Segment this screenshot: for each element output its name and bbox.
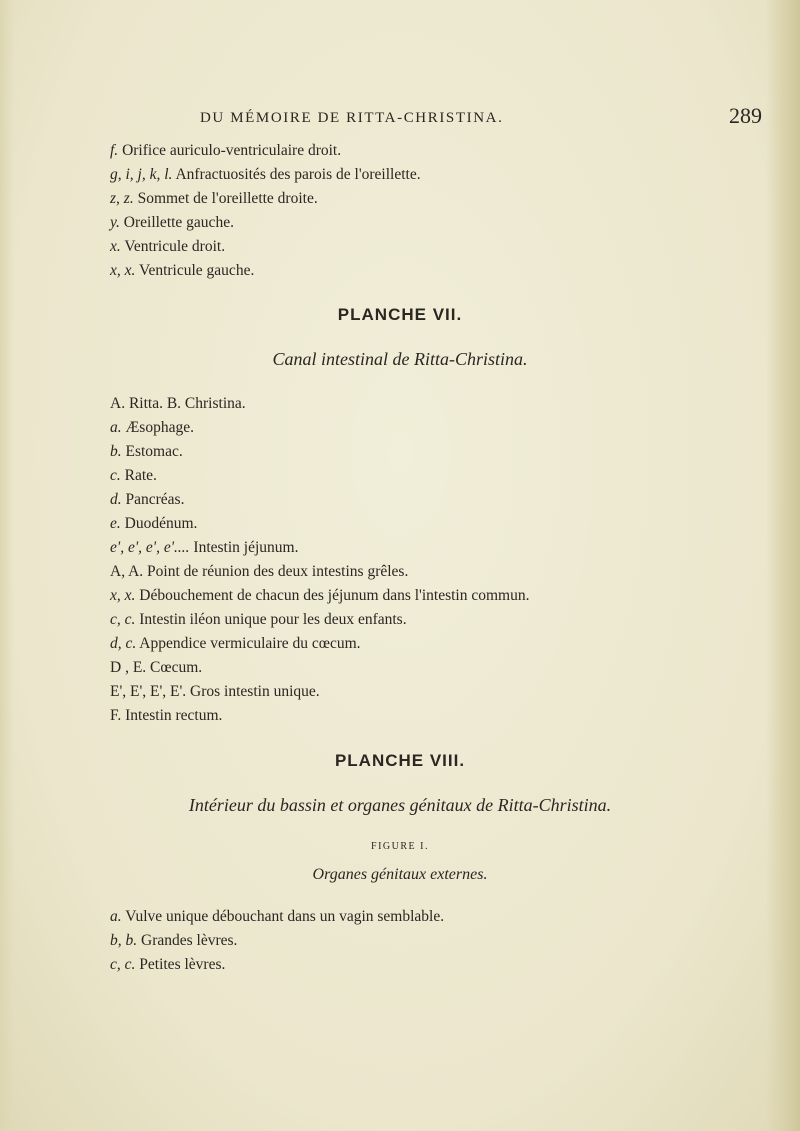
legend-item: F. Intestin rectum.: [110, 707, 223, 724]
legend-item: c, c. Intestin iléon unique pour les deux enfants.: [110, 611, 407, 628]
legend-item: x. Ventricule droit.: [110, 238, 226, 255]
legend-item: c. Rate.: [110, 467, 157, 484]
page-edge-shadow-right: [766, 0, 800, 1131]
legend-item: e. Duodénum.: [110, 515, 198, 532]
page-number: 289: [729, 103, 762, 128]
legend-item: x, x. Ventricule gauche.: [110, 262, 255, 279]
plate-8-title: PLANCHE VIII.: [334, 751, 466, 770]
legend-item: g, i, j, k, l. Anfractuosités des parois de l'oreillette.: [110, 166, 421, 183]
legend-item: D , E. Cœcum.: [110, 659, 203, 676]
figure-subtitle: Organes génitaux externes.: [312, 866, 488, 883]
legend-item: A. Ritta. B. Christina.: [110, 395, 246, 412]
legend-item: E', E', E', E'. Gros intestin unique.: [110, 683, 320, 700]
plate-8-subtitle: Intérieur du bassin et organes génitaux de Ritta-Christina.: [188, 795, 612, 815]
running-header: DU MÉMOIRE DE RITTA-CHRISTINA.: [200, 110, 504, 126]
page-edge-shadow-left: [0, 0, 14, 1131]
legend-item: d. Pancréas.: [110, 491, 185, 508]
legend-item: a. Vulve unique débouchant dans un vagin semblable.: [110, 908, 445, 925]
plate-7-subtitle: Canal intestinal de Ritta-Christina.: [272, 349, 528, 369]
legend-item: A, A. Point de réunion des deux intestins grêles.: [110, 563, 409, 580]
legend-item: d, c. Appendice vermiculaire du cœcum.: [110, 635, 361, 652]
legend-item: b, b. Grandes lèvres.: [110, 932, 238, 949]
legend-item: f. Orifice auriculo-ventriculaire droit.: [110, 142, 342, 159]
legend-item: y. Oreillette gauche.: [110, 214, 234, 231]
legend-item: a. Æsophage.: [110, 419, 194, 436]
legend-item: e', e', e', e'.... Intestin jéjunum.: [110, 539, 299, 556]
figure-label: FIGURE I.: [371, 841, 429, 852]
legend-item: z, z. Sommet de l'oreillette droite.: [110, 190, 318, 207]
legend-item: b. Estomac.: [110, 443, 183, 460]
plate-7-title: PLANCHE VII.: [337, 305, 463, 324]
legend-item: c, c. Petites lèvres.: [110, 956, 226, 973]
legend-item: x, x. Débouchement de chacun des jéjunum dans l'intestin commun.: [110, 587, 530, 604]
